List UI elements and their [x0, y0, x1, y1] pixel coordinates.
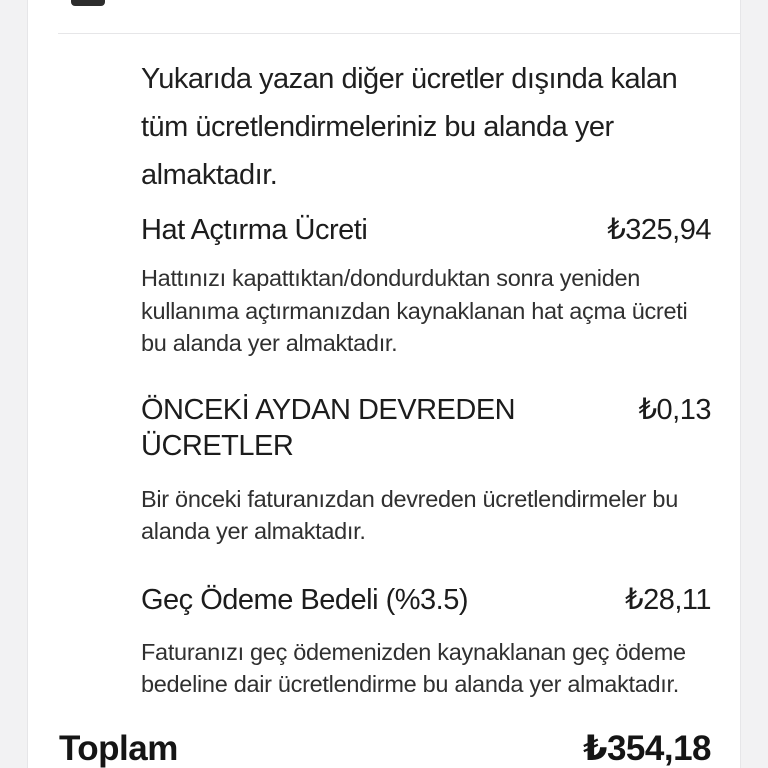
bill-details-card: [27, 0, 741, 768]
fee-header: [141, 392, 711, 464]
fee-amount: ₺0,13: [638, 393, 711, 426]
fee-header: [141, 212, 711, 248]
fee-row-hat-actirma: [141, 212, 711, 360]
fee-label: Hat Açtırma Ücreti: [141, 214, 368, 246]
fee-row-gec-odeme-bedeli: [141, 582, 711, 701]
other-fees-section: [141, 35, 711, 701]
fee-label: ÖNCEKİ AYDAN DEVREDEN ÜCRETLER: [141, 393, 516, 462]
truncated-dark-icon: [71, 0, 105, 6]
fee-amount: ₺28,11: [625, 583, 711, 616]
total-row: [59, 729, 711, 768]
fee-header: [141, 582, 711, 618]
fee-description: Faturanızı geç ödemenizden kaynaklanan geç ödeme bedeline dair ücretlendirme bu alanda yer almaktadır.: [141, 638, 686, 697]
fee-description: Hattınızı kapattıktan/dondurduktan sonra yeniden kullanıma açtırmanızdan kaynaklanan hat açma ücreti bu alanda yer almaktadır.: [141, 265, 688, 356]
total-amount: ₺354,18: [583, 729, 711, 768]
fee-amount: ₺325,94: [607, 214, 711, 246]
fee-row-onceki-aydan-devreden: [141, 392, 711, 548]
total-label: Toplam: [59, 729, 178, 768]
section-divider: [58, 33, 740, 34]
section-intro-text: Yukarıda yazan diğer ücretler dışında kalan tüm ücretlendirmeleriniz bu alanda yer almaktadır.: [141, 63, 678, 191]
fee-label: Geç Ödeme Bedeli (%3.5): [141, 583, 468, 616]
fee-description: Bir önceki faturanızdan devreden ücretlendirmeler bu alanda yer almaktadır.: [141, 485, 678, 544]
